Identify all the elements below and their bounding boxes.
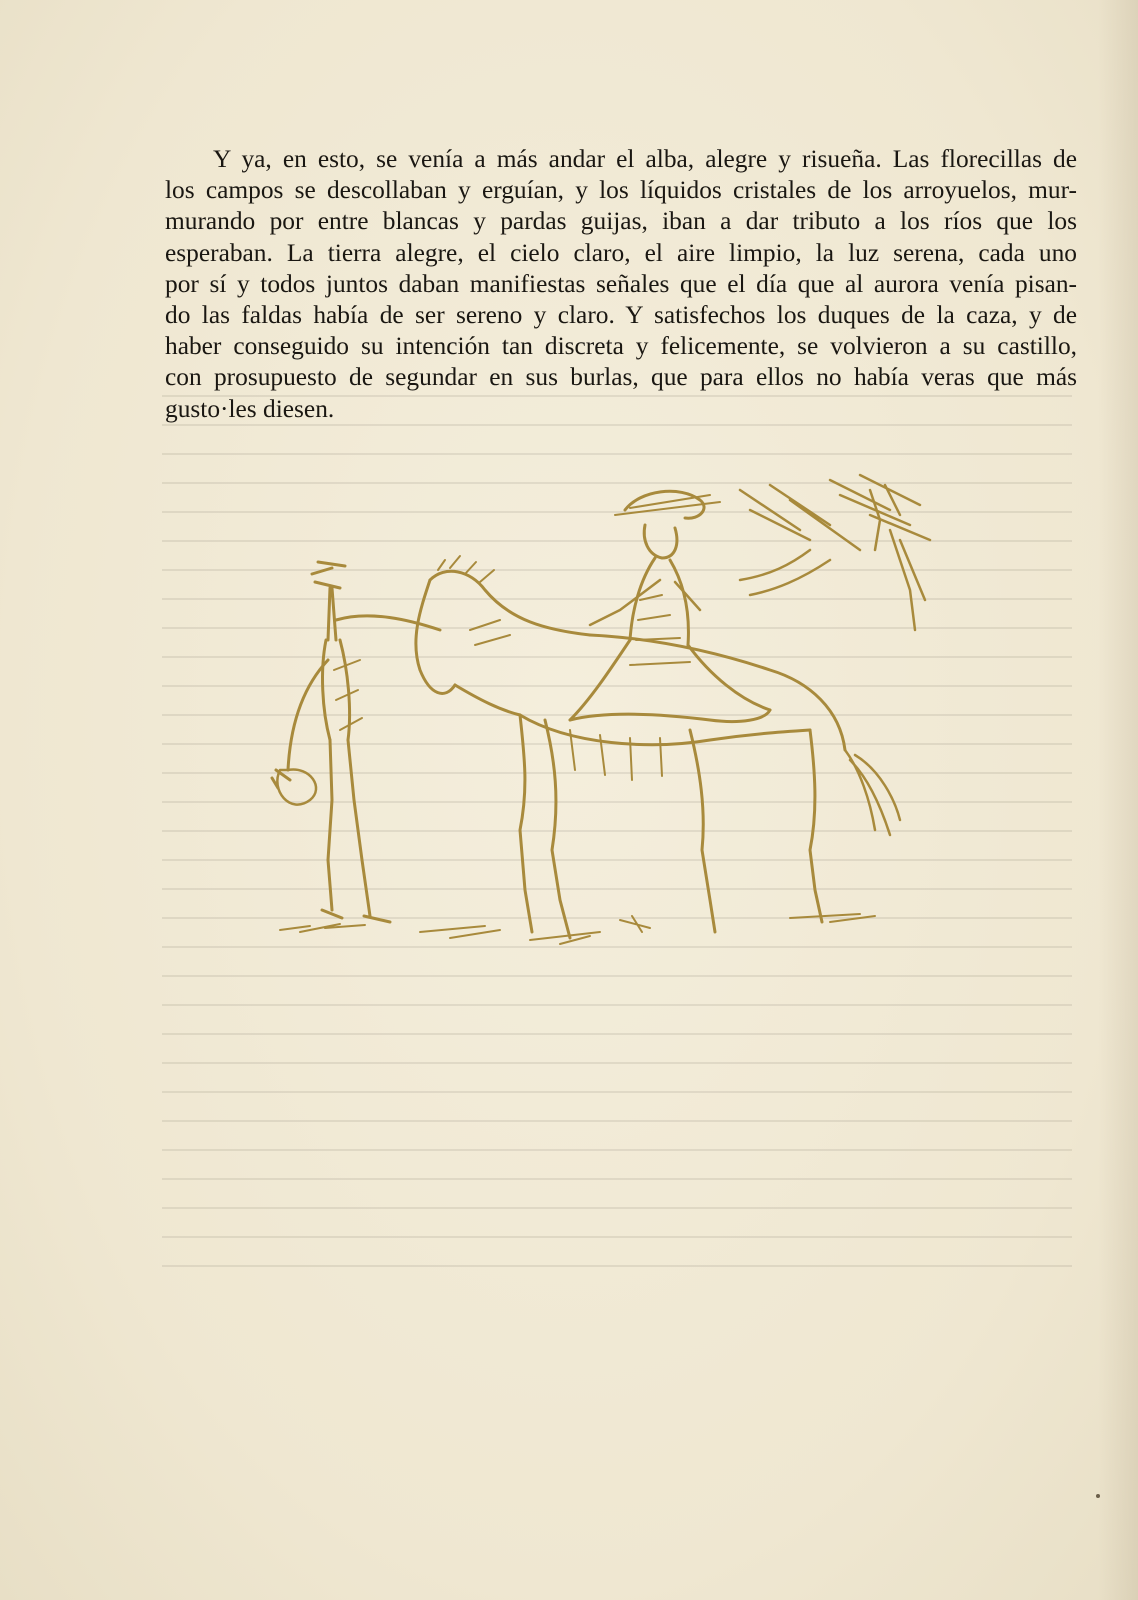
tree-sketch	[740, 475, 930, 630]
text-line: por sí y todos juntos daban manifiestas señales que el día que al aurora venía pisan-	[165, 269, 1077, 298]
standing-figure	[272, 562, 440, 922]
text-line: haber conseguido su intención tan discreta y felicemente, se volvieron a su castillo,	[165, 332, 1077, 361]
page-edge-shadow	[1098, 0, 1138, 1600]
paper-speck	[1096, 1494, 1100, 1498]
text-line: Y ya, en esto, se venía a más andar el alba, alegre y risueña. Las florecillas de	[213, 145, 1077, 173]
rider	[570, 491, 770, 721]
horse-rider-illustration	[270, 470, 970, 970]
text-line: los campos se descollaban y erguían, y los líquidos cristales de los arroyuelos, mur-	[165, 176, 1077, 205]
body-paragraph	[165, 144, 1077, 425]
text-line: esperaban. La tierra alegre, el cielo claro, el aire limpio, la luz serena, cada uno	[165, 238, 1077, 267]
text-line: murando por entre blancas y pardas guijas, iban a dar tributo a los ríos que los	[165, 207, 1077, 236]
text-line: gusto·les diesen.	[165, 394, 335, 423]
text-line: do las faldas había de ser sereno y claro. Y satisfechos los duques de la caza, y de	[165, 301, 1077, 330]
horse	[416, 556, 900, 938]
ink-sketch	[270, 470, 970, 970]
text-line: con prosupuesto de segundar en sus burlas, que para ellos no había veras que más	[165, 363, 1077, 392]
